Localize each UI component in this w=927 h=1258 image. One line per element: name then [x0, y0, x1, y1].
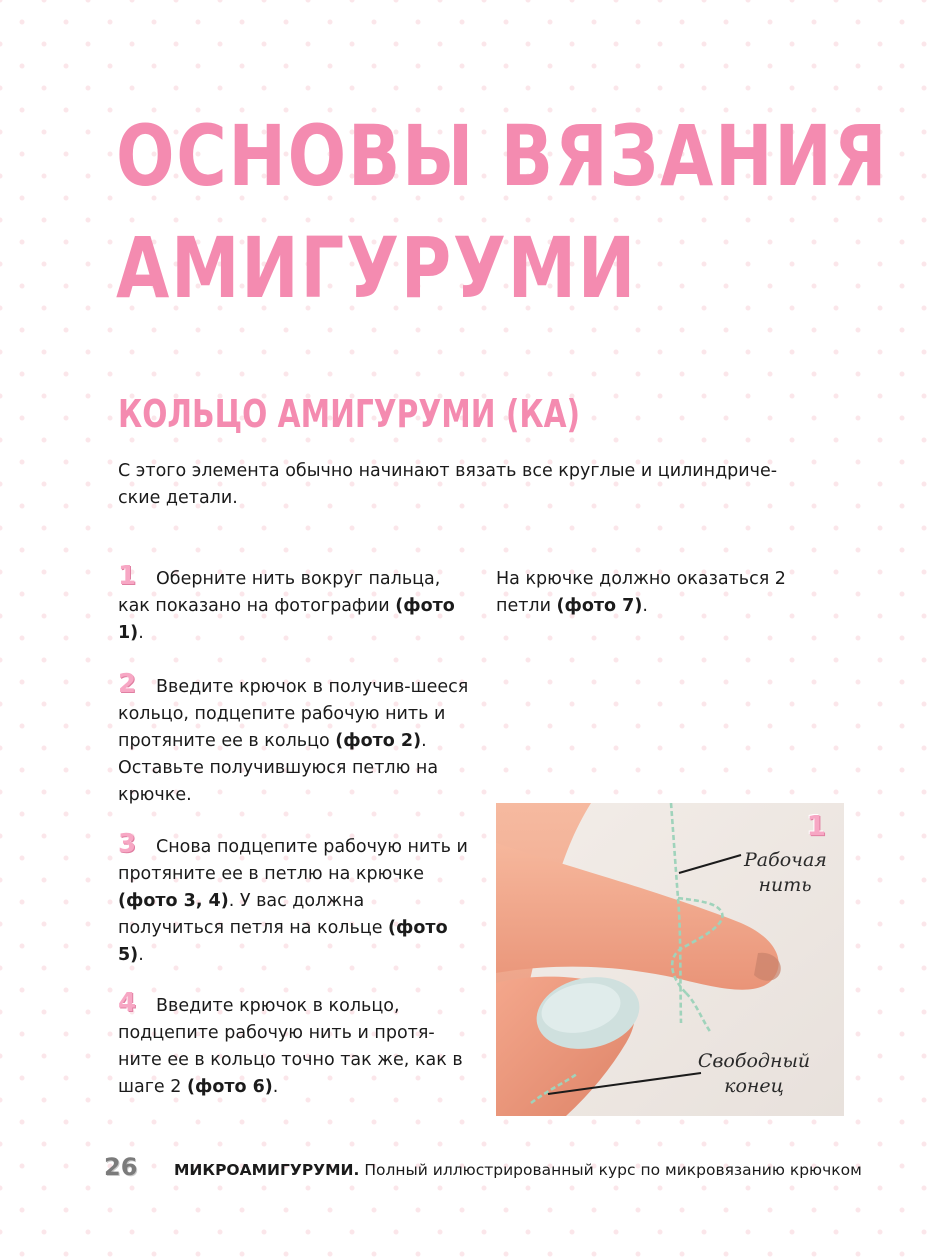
step-text: Введите крючок в кольцо, подцепите рабочую нить и протя-ните ее в кольцо точно так же, как в шаге 2: [118, 996, 463, 1097]
intro-paragraph: [118, 458, 838, 512]
page-title-line1: ОСНОВЫ ВЯЗАНИЯ: [116, 107, 889, 205]
step-4: [118, 988, 470, 1101]
photo-number: 1: [806, 809, 826, 842]
label-working-yarn-line2: нить: [758, 874, 812, 896]
label-free-end: [692, 1049, 816, 1099]
step-number: 2: [118, 669, 137, 699]
step-text-end: . Оставьте получившуюся петлю на крючке.: [118, 731, 439, 805]
label-working-yarn-line1: Рабочая: [744, 849, 827, 871]
label-free-end-line1: Свободный: [697, 1050, 811, 1072]
step-text-end: .: [272, 1077, 279, 1097]
step-number: 4: [118, 988, 137, 1018]
photo-reference: (фото 7): [556, 596, 643, 616]
step-text-middle: . У вас должна получиться петля на кольце: [118, 891, 389, 938]
photo-reference-2: (фото 5): [118, 918, 448, 965]
step-2: [118, 669, 470, 809]
label-free-end-line2: конец: [724, 1075, 784, 1097]
step-text: Введите крючок в получив-шееся кольцо, подцепите рабочую нить и протяните ее в кольцо: [118, 677, 469, 751]
step-number: 1: [118, 561, 137, 591]
label-working-yarn: [744, 848, 826, 898]
page-title-line2: АМИГУРУМИ: [116, 219, 638, 317]
photo-reference: (фото 6): [186, 1077, 273, 1097]
step-text: Оберните нить вокруг пальца, как показано на фотографии: [118, 569, 441, 616]
step-text: Снова подцепите рабочую нить и протяните ее в петлю на крючке: [118, 837, 468, 884]
step-number: 3: [118, 829, 137, 859]
photo-reference: (фото 2): [335, 731, 422, 751]
photo-reference: (фото 3, 4): [118, 891, 229, 911]
book-subtitle: Полный иллюстрированный курс по микровязанию крючком: [359, 1161, 862, 1179]
book-title: МИКРОАМИГУРУМИ.: [174, 1161, 360, 1179]
page-number: 26: [104, 1153, 138, 1181]
step-text-end: .: [138, 945, 144, 965]
photo-reference: (фото 1): [118, 596, 455, 643]
continuation-text-end: .: [642, 596, 648, 616]
step-text-end: .: [138, 623, 144, 643]
running-footer: [174, 1160, 862, 1180]
page-title: [116, 100, 888, 324]
step-3: [118, 829, 470, 969]
step-1: [118, 561, 470, 647]
section-title: КОЛЬЦО АМИГУРУМИ (КА): [118, 392, 581, 436]
continuation-paragraph: [496, 566, 836, 620]
intro-line2: ские детали.: [118, 488, 238, 508]
photo-1: [496, 803, 844, 1116]
continuation-text: На крючке должно оказаться 2 петли: [496, 569, 786, 616]
intro-line1: С этого элемента обычно начинают вязать все круглые и цилиндриче-: [118, 461, 778, 481]
